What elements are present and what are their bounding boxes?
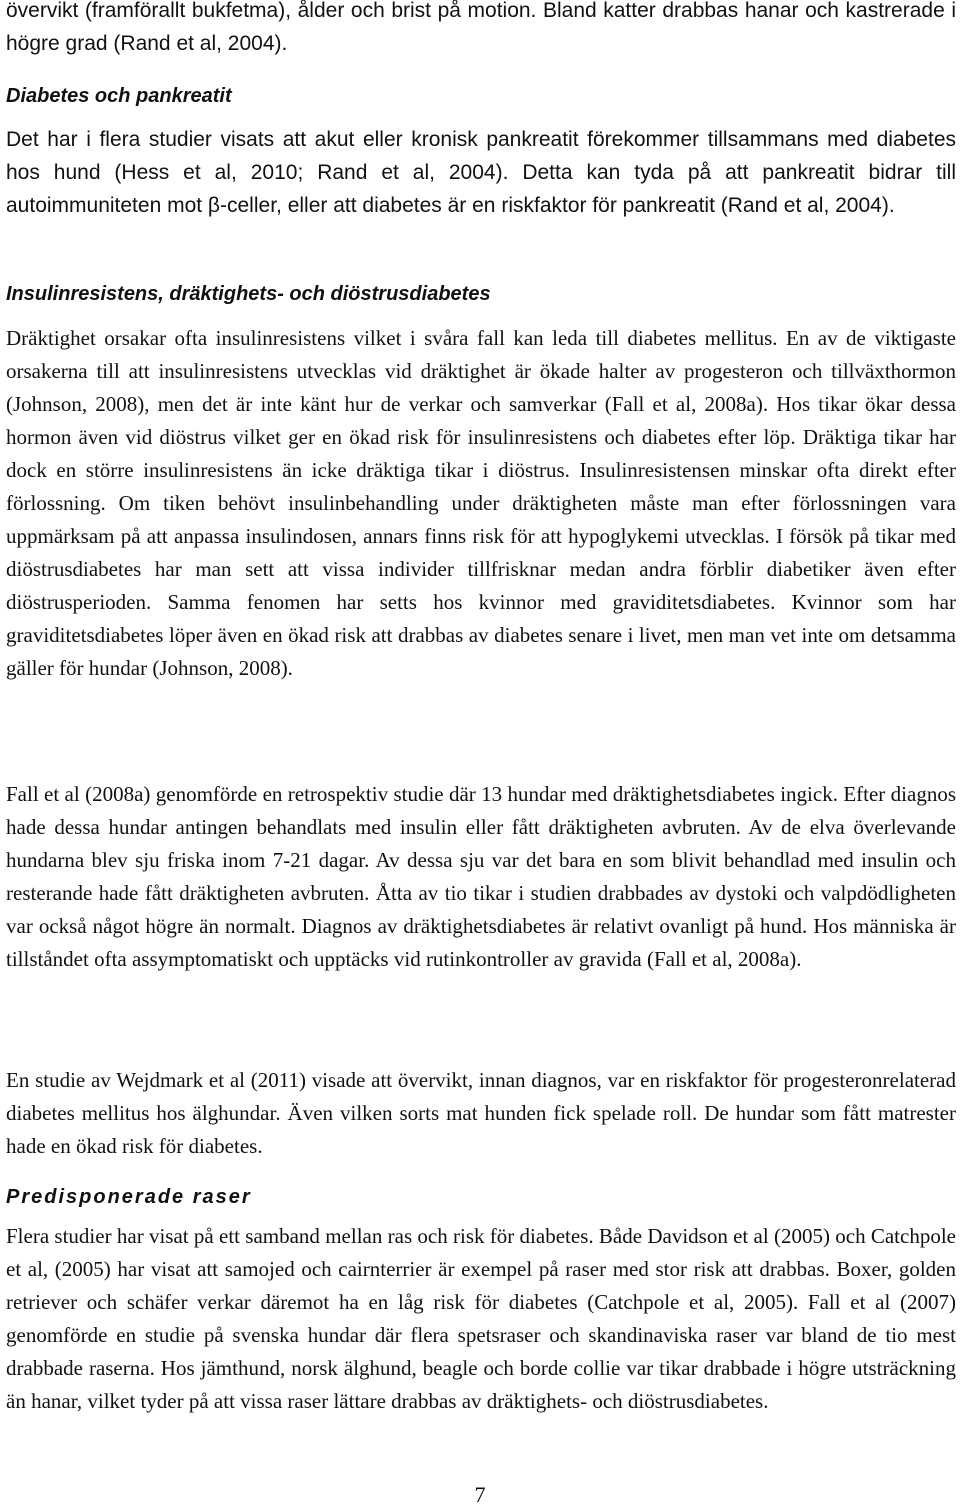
section-heading-diabetes-pankreatit: Diabetes och pankreatit bbox=[6, 85, 232, 107]
section-heading-insulinresistens: Insulinresistens, dräktighets- och diöstrusdiabetes bbox=[6, 283, 491, 305]
paragraph-pankreatit: Det har i flera studier visats att akut eller kronisk pankreatit förekommer tillsammans med diabetes hos hund (Hess et al, 2010; Rand et al, 2004). Detta kan tyda på att pankreatit bidrar till autoimmuniteten mot β-celler, eller att diabetes är en riskfaktor för pankreatit (Rand et al, 2004). bbox=[6, 128, 956, 217]
paragraph-wejdmark-study: En studie av Wejdmark et al (2011) visade att övervikt, innan diagnos, var en riskfaktor för progesteronrelaterad diabetes mellitus hos älghundar. Även vilken sorts mat hunden fick spelade roll. De hundar som fått matrester hade en ökad risk för diabetes. bbox=[6, 1068, 956, 1158]
paragraph-insulinresistens: Dräktighet orsakar ofta insulinresistens vilket i svåra fall kan leda till diabetes mellitus. En av de viktigaste orsakerna till att insulinresistens utvecklas vid dräktighet är ökade halter av progesteron och tillväxthormon (Johnson, 2008), men det är inte känt hur de verkar och samverkar (Fall et al, 2008a). Hos tikar ökar dessa hormon även vid diöstrus vilket ger en ökad risk för insulinresistens och diabetes efter löp. Dräktiga tikar har dock en större insulinresistens än icke dräktiga tikar i diöstrus. Insulinresistensen minskar ofta direkt efter förlossning. Om tiken behövt insulinbehandling under dräktigheten måste man efter förlossningen vara uppmärksam på att anpassa insulindosen, annars finns risk för att hypoglykemi utvecklas. I försök på tikar med diöstrusdiabetes har man sett att vissa individer tillfrisknar medan andra förblir diabetiker även efter diöstrusperioden. Samma fenomen har setts hos kvinnor med graviditetsdiabetes. Kvinnor som har graviditetsdiabetes löper även en ökad risk att drabbas av diabetes senare i livet, men man vet inte om detsamma gäller för hundar (Johnson, 2008). bbox=[6, 326, 956, 680]
paragraph-predisponerade-raser: Flera studier har visat på ett samband mellan ras och risk för diabetes. Både Davidson et al (2005) och Catchpole et al, (2005) har visat att samojed och cairnterrier är exempel på raser med stor risk att drabbas. Boxer, golden retriever och schäfer verkar däremot ha en låg risk för diabetes (Catchpole et al, 2005). Fall et al (2007) genomförde en studie på svenska hundar där flera spetsraser och skandinaviska raser var bland de tio mest drabbade raserna. Hos jämthund, norsk älghund, beagle och borde collie var tikar drabbade i högre utsträckning än hanar, vilket tyder på att vissa raser lättare drabbas av dräktighets- och diöstrusdiabetes. bbox=[6, 1224, 956, 1413]
paragraph-fall-study: Fall et al (2008a) genomförde en retrospektiv studie där 13 hundar med dräktighetsdiabetes ingick. Efter diagnos hade dessa hundar antingen behandlats med insulin eller fått dräktigheten avbruten. Av de elva överlevande hundarna blev sju friska inom 7-21 dagar. Av dessa sju var det bara en som blivit behandlad med insulin och resterande hade fått dräktigheten avbruten. Åtta av tio tikar i studien drabbades av dystoki och valpdödligheten var också något högre än normalt. Diagnos av dräktighetsdiabetes är relativt ovanligt på hund. Hos människa är tillståndet ofta assymptomatiskt och upptäcks vid rutinkontroller av gravida (Fall et al, 2008a). bbox=[6, 782, 956, 971]
page-number: 7 bbox=[474, 1482, 486, 1507]
section-heading-predisponerade-raser: Predisponerade raser bbox=[6, 1186, 252, 1208]
intro-paragraph: övervikt (framförallt bukfetma), ålder och brist på motion. Bland katter drabbas hanar och kastrerade i högre grad (Rand et al, 2004). bbox=[6, 0, 956, 55]
